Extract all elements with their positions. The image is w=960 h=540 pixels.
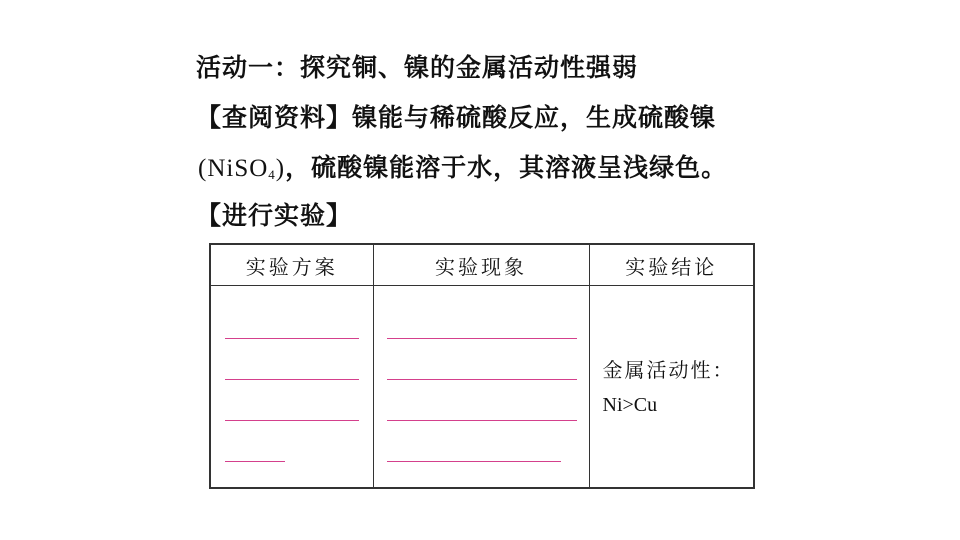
nickel-sulfate-formula	[207, 155, 275, 182]
materials-line-2-rest: ，硫酸镍能溶于水，其溶液呈浅绿色。	[285, 153, 728, 182]
table-header-row	[210, 244, 754, 286]
formula-main: NiSO	[207, 155, 269, 182]
answer-blank-line	[225, 338, 359, 339]
materials-line-2	[198, 148, 727, 184]
answer-blank-line	[225, 420, 359, 421]
conclusion-label: 金属活动性：	[602, 358, 735, 382]
formula-close-paren: )	[275, 155, 286, 182]
header-phenomenon: 实验现象	[373, 244, 589, 286]
materials-line-1: 【查阅资料】镍能与稀硫酸反应，生成硫酸镍	[196, 103, 717, 132]
phenomenon-answer-cell[interactable]	[373, 286, 589, 489]
table-row	[210, 286, 754, 489]
activity-title: 活动一：探究铜、镍的金属活动性强弱	[196, 53, 639, 82]
answer-blank-line	[387, 461, 561, 462]
conclusion-value: Ni>Cu	[602, 394, 658, 416]
conclusion-cell	[589, 286, 754, 489]
answer-blank-line	[387, 420, 577, 421]
answer-blank-line	[225, 379, 359, 380]
experiment-heading: 【进行实验】	[196, 201, 353, 230]
experiment-table	[209, 243, 755, 489]
header-conclusion: 实验结论	[589, 244, 754, 286]
plan-answer-cell[interactable]	[210, 286, 373, 489]
header-plan: 实验方案	[210, 244, 373, 286]
answer-blank-line	[225, 461, 285, 462]
formula-subscript: 4	[268, 167, 276, 182]
formula-open-paren: (	[198, 155, 208, 182]
answer-blank-line	[387, 338, 577, 339]
answer-blank-line	[387, 379, 577, 380]
